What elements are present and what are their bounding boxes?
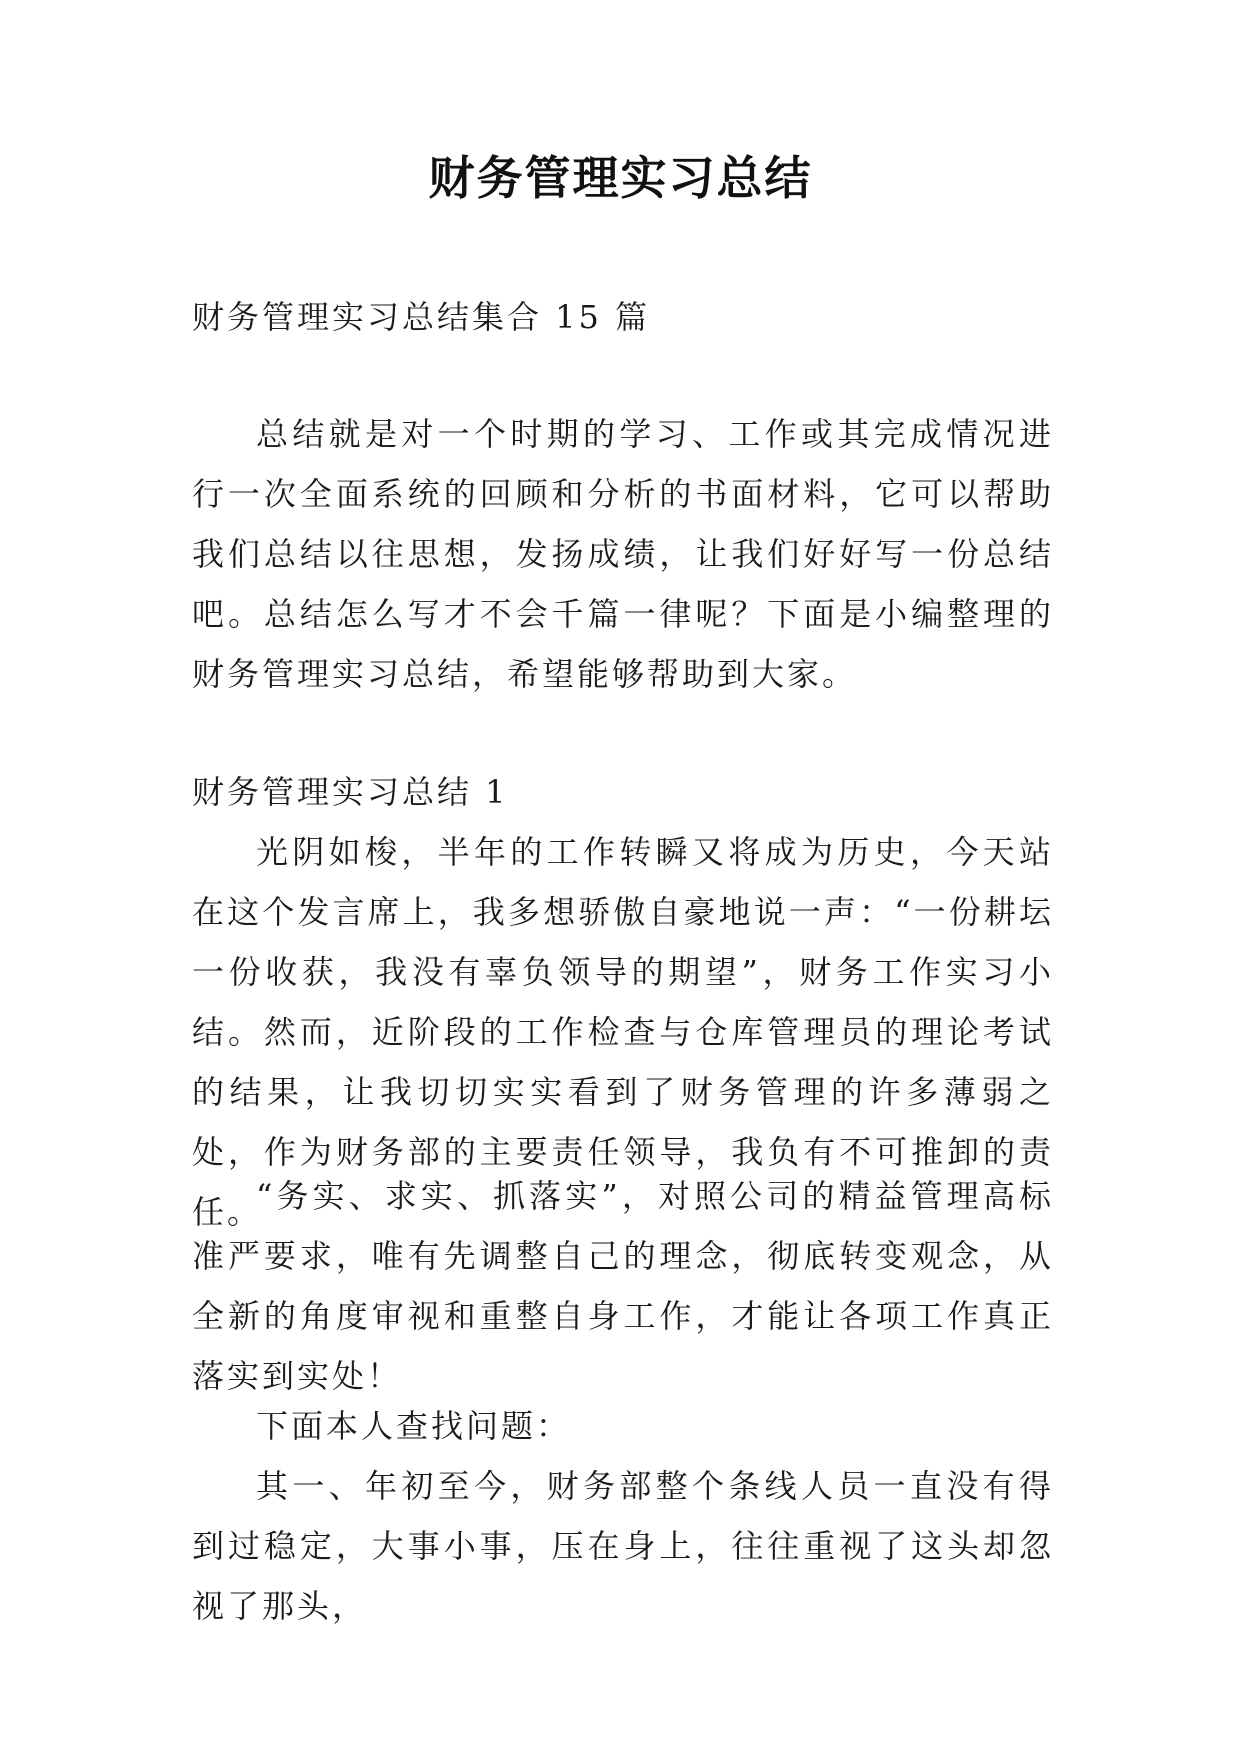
body-paragraph: 下面本人查找问题： bbox=[256, 1407, 572, 1445]
body-paragraph: 其一、年初至今，财务部整个条线人员一直没有得到过稳定，大事小事，压在身上，往往重视了这头却忽视了那头， bbox=[192, 1467, 1054, 1625]
intro-paragraph: 总结就是对一个时期的学习、工作或其完成情况进行一次全面系统的回顾和分析的书面材料，它可以帮助我们总结以往思想，发扬成绩，让我们好好写一份总结吧。总结怎么写才不会千篇一律呢？下面是小编整理的财务管理实习总结，希望能够帮助到大家。 bbox=[192, 415, 1054, 693]
body-paragraph: 光阴如梭，半年的工作转瞬又将成为历史，今天站在这个发言席上，我多想骄傲自豪地说一声：“一份耕坛一份收获，我没有辜负领导的期望”，财务工作实习小结。然而，近阶段的工作检查与仓库管理员的理论考试的结果，让我切切实实看到了财务管理的许多薄弱之处，作为财务部的主要责任领导，我负有不可推卸的责任。 bbox=[192, 833, 1054, 1231]
document-subtitle: 财务管理实习总结集合 15 篇 bbox=[192, 298, 651, 336]
document-title: 财务管理实习总结 bbox=[428, 151, 813, 205]
body-paragraph: “务实、求实、抓落实”，对照公司的精益管理高标准严要求，唯有先调整自己的理念，彻底转变观念，从全新的角度审视和重整自身工作，才能让各项工作真正落实到实处！ bbox=[192, 1177, 1054, 1395]
section-heading: 财务管理实习总结 1 bbox=[192, 773, 509, 811]
